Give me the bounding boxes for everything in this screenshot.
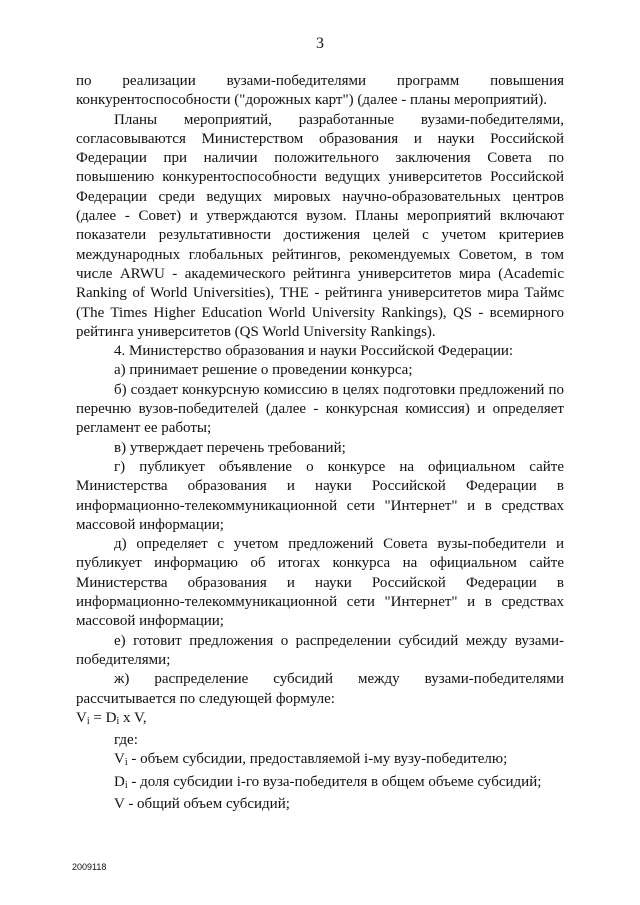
page-number: 3 [316, 35, 324, 52]
paragraph-continuation: по реализации вузами-победителями программ повышения конкурентоспособности ("дорожных карт") (далее - планы мероприятий). [76, 73, 564, 109]
list-item-e: е) готовит предложения о распределении субсидий между вузами-победителями; [76, 632, 564, 668]
list-item-b: б) создает конкурсную комиссию в целях подготовки предложений по перечню вузов-победителей (далее - конкурсная комиссия) и определяет регламент ее работы; [76, 381, 564, 437]
list-item-v: в) утверждает перечень требований; [114, 439, 346, 456]
list-item-a: а) принимает решение о проведении конкурса; [114, 362, 413, 379]
list-item-zh: ж) распределение субсидий между вузами-победителями рассчитывается по следующей формуле: [76, 671, 564, 707]
list-item-d: д) определяет с учетом предложений Совета вузы-победители и публикует информацию об итогах конкурса на официальном сайте Министерства образования и науки Российской Федерации в информационно-телекоммуникационной сети "Интернет" и в средствах массовой информации; [76, 536, 564, 630]
document-body [76, 72, 564, 814]
where-label: где: [114, 732, 138, 749]
paragraph-ministry: 4. Министерство образования и науки Российской Федерации: [114, 343, 514, 360]
paragraph-plans: Планы мероприятий, разработанные вузами-победителями, согласовываются Министерством образования и науки Российской Федерации при наличии положительного заключения Совета по повышению конкурентоспособности ведущих университетов Российской Федерации среди ведущих мировых научно-образовательных центров (далее - Совет) и утверждаются вузом. Планы мероприятий включают показатели результативности достижения целей с учетом критериев международных глобальных рейтингов, рекомендуемых Советом, в том числе ARWU - академического рейтинга университетов мира (Academic Ranking of World Universities), THE - рейтинга университетов мира Таймс (The Times Higher Education World University Rankings), QS - всемирного рейтинга университетов (QS World University Rankings). [76, 111, 564, 340]
document-code: 2009118 [72, 862, 107, 872]
list-item-g: г) публикует объявление о конкурсе на официальном сайте Министерства образования и науки Российской Федерации в информационно-телекоммуникационной сети "Интернет" и в средствах массовой информации; [76, 458, 564, 533]
where-item-v: V - общий объем субсидий; [114, 795, 290, 812]
where-item-di: $D_i$ - доля субсидии i-го вуза-победителя в общем объеме субсидий; [114, 773, 542, 791]
where-item-vi: $V_i$ - объем субсидии, предоставляемой i-му вузу-победителю; [114, 751, 508, 769]
formula: $V_i = D_i$ x V, [76, 709, 147, 727]
